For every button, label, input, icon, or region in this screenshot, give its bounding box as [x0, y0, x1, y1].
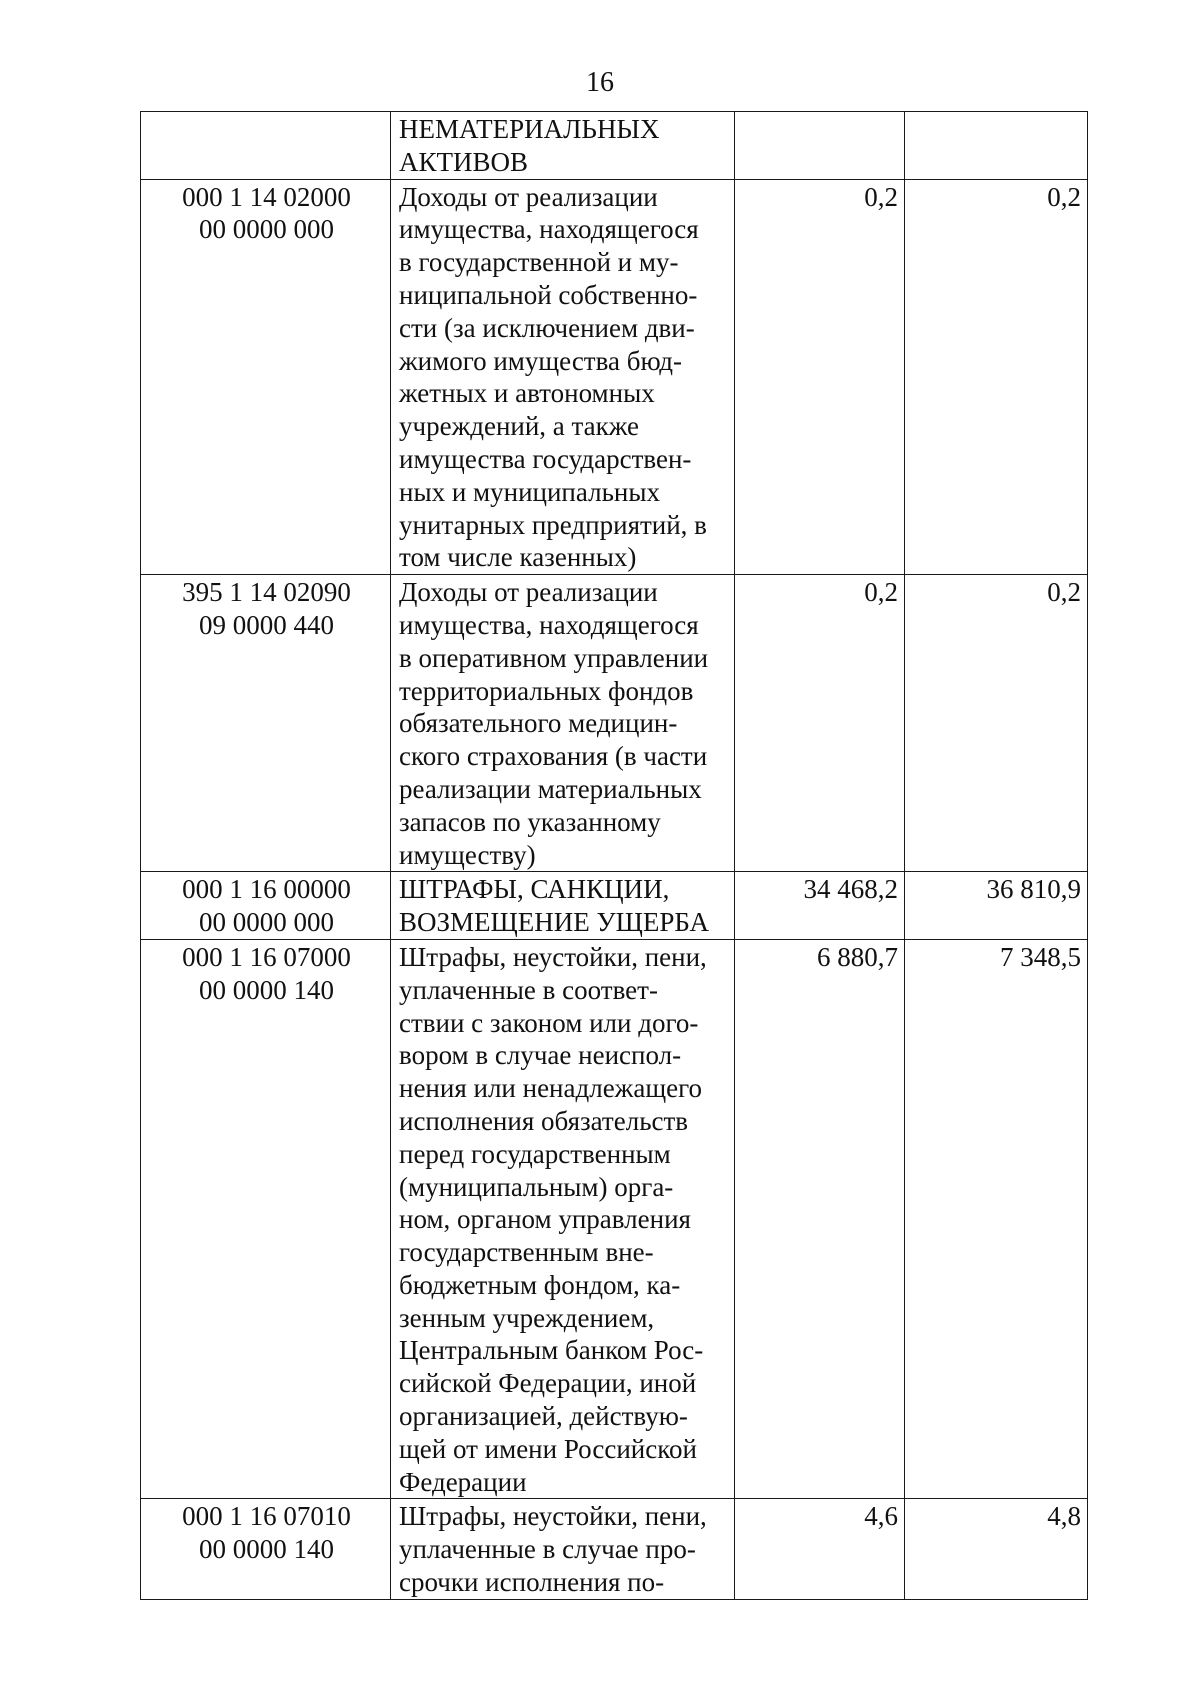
description-line: Доходы от реализации	[399, 181, 658, 212]
description-line: нения или ненадлежащего	[399, 1073, 702, 1104]
description-line: зенным учреждением,	[399, 1302, 655, 1333]
description-line: (муниципальным) орга-	[399, 1171, 674, 1202]
description-line: ВОЗМЕЩЕНИЕ УЩЕРБА	[399, 907, 710, 938]
amount-cell-first: 4,6	[735, 1499, 905, 1599]
description-line: государственным вне-	[399, 1237, 654, 1268]
description-line: уплаченные в случае про-	[399, 1534, 696, 1565]
amount-cell-second	[905, 112, 1088, 180]
amount-cell-first: 0,2	[735, 179, 905, 575]
description-line: ниципальной собственно-	[399, 279, 698, 310]
description-line: имуществу)	[399, 839, 536, 870]
budget-code-line: 00 0000 140	[199, 974, 334, 1005]
description-line: ных и муниципальных	[399, 476, 660, 507]
description-line: АКТИВОВ	[399, 146, 529, 177]
amount-cell-second: 36 810,9	[905, 872, 1088, 940]
description-line: в оперативном управлении	[399, 642, 709, 673]
amount-cell-second: 0,2	[905, 575, 1088, 872]
budget-code-line: 000 1 16 07010	[182, 1501, 351, 1532]
description-line: Федерации	[399, 1466, 527, 1497]
description-line: жетных и автономных	[399, 378, 655, 409]
description-line: исполнения обязательств	[399, 1105, 689, 1136]
description-line: ШТРАФЫ, САНКЦИИ,	[399, 874, 670, 905]
budget-code-line: 00 0000 000	[199, 214, 334, 245]
description-line: вором в случае неиспол-	[399, 1040, 682, 1071]
description-line: реализации материальных	[399, 773, 702, 804]
description-line: имущества, находящегося	[399, 609, 699, 640]
description-cell	[391, 872, 735, 940]
description-line: унитарных предприятий, в	[399, 509, 707, 540]
description-line: Штрафы, неустойки, пени,	[399, 941, 707, 972]
description-line: щей от имени Российской	[399, 1433, 697, 1464]
budget-code-line: 000 1 16 07000	[182, 941, 351, 972]
amount-cell-second: 4,8	[905, 1499, 1088, 1599]
amount-cell-first: 0,2	[735, 575, 905, 872]
amount-cell-first	[735, 112, 905, 180]
table-row	[141, 872, 1088, 940]
table-row	[141, 179, 1088, 575]
budget-revenue-table	[140, 111, 1088, 1600]
amount-cell-first: 34 468,2	[735, 872, 905, 940]
amount-cell-first: 6 880,7	[735, 939, 905, 1499]
description-line: ном, органом управления	[399, 1204, 691, 1235]
budget-code-cell	[141, 939, 391, 1499]
description-cell	[391, 1499, 735, 1599]
description-line: имущества, находящегося	[399, 214, 699, 245]
budget-code-line: 000 1 16 00000	[182, 874, 351, 905]
budget-code-line: 09 0000 440	[199, 609, 334, 640]
page-number: 16	[586, 67, 614, 98]
description-cell	[391, 179, 735, 575]
budget-code-line: 00 0000 140	[199, 1534, 334, 1565]
description-line: Доходы от реализации	[399, 577, 658, 608]
amount-cell-second: 0,2	[905, 179, 1088, 575]
table-row	[141, 1499, 1088, 1599]
description-line: жимого имущества бюд-	[399, 345, 682, 376]
description-cell	[391, 939, 735, 1499]
budget-code-cell	[141, 872, 391, 940]
budget-code-cell	[141, 1499, 391, 1599]
budget-code-line	[149, 146, 384, 179]
description-line: учреждений, а также	[399, 411, 640, 442]
budget-code-cell	[141, 179, 391, 575]
description-line: запасов по указанному	[399, 806, 661, 837]
description-line: сти (за исключением дви-	[399, 312, 695, 343]
description-line: территориальных фондов	[399, 675, 694, 706]
description-line: том числе казенных)	[399, 542, 637, 573]
table-row	[141, 575, 1088, 872]
description-cell	[391, 575, 735, 872]
table-row	[141, 939, 1088, 1499]
description-line: уплаченные в соответ-	[399, 974, 658, 1005]
budget-code-cell	[141, 575, 391, 872]
description-line: организацией, действую-	[399, 1401, 688, 1432]
description-cell	[391, 112, 735, 180]
description-line: ствии с законом или дого-	[399, 1007, 699, 1038]
budget-code-line	[149, 113, 384, 146]
table-row	[141, 112, 1088, 180]
description-line: имущества государствен-	[399, 443, 692, 474]
description-line: перед государственным	[399, 1138, 671, 1169]
description-line: срочки исполнения по-	[399, 1567, 665, 1598]
budget-code-line: 00 0000 000	[199, 907, 334, 938]
budget-code-line: 395 1 14 02090	[182, 577, 351, 608]
description-line: Центральным банком Рос-	[399, 1335, 704, 1366]
description-line: бюджетным фондом, ка-	[399, 1269, 681, 1300]
budget-code-cell	[141, 112, 391, 180]
description-line: НЕМАТЕРИАЛЬНЫХ	[399, 114, 660, 144]
description-line: обязательного медицин-	[399, 708, 678, 739]
budget-code-line: 000 1 14 02000	[182, 181, 351, 212]
description-line: сийской Федерации, иной	[399, 1368, 697, 1399]
description-line: ского страхования (в части	[399, 741, 708, 772]
description-line: в государственной и му-	[399, 247, 679, 278]
amount-cell-second: 7 348,5	[905, 939, 1088, 1499]
description-line: Штрафы, неустойки, пени,	[399, 1501, 707, 1532]
